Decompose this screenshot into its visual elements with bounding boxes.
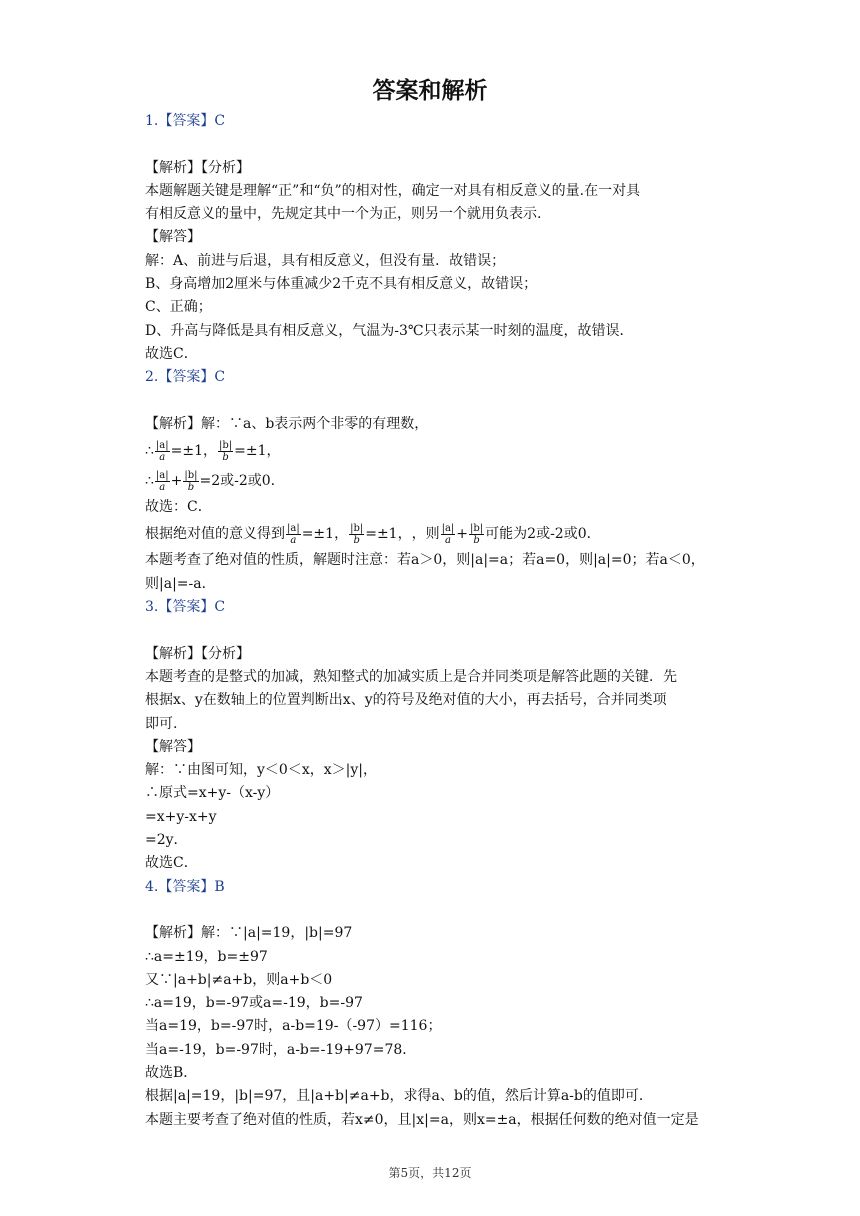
q2-answer: 2.【答案】C: [145, 369, 226, 386]
q4-solution-line: 当a=19，b=-97时，a-b=19-（-97）=116；: [145, 1018, 442, 1035]
answer-content: [145, 110, 725, 1132]
q2-basis-line: 根据绝对值的意义得到 $\frac{|a|}{a}$ =±1， $\frac{|b|}{b}$ =±1， ，则 $\frac{|a|}{a}$ + $\frac{|b|}{b}$ 可能为2或-2或0．: [145, 522, 601, 546]
q2-fraction-line: ∴ $\frac{|a|}{a}$ =±1， $\frac{|b|}{b}$ =±1，: [145, 436, 725, 466]
q1-solution-line: D、升高与降低是具有相反意义，气温为-3℃只表示某一时刻的温度，故错误．: [145, 322, 634, 339]
q3-tag: 【解析】【分析】: [145, 645, 250, 662]
q1-answer: 1.【答案】C: [145, 113, 226, 129]
page-title: 答案和解析: [372, 78, 488, 104]
q2-pick: 故选：C．: [145, 499, 212, 516]
q1-solution-line: C、正确；: [145, 299, 212, 316]
q3-analysis: 即可.: [145, 715, 178, 732]
q3-answer: 3.【答案】C: [145, 599, 226, 616]
q1-analysis: 有相反意义的量中，先规定其中一个为正，则另一个就用负表示.: [145, 206, 542, 223]
page-footer: 第5页，共12页: [388, 1166, 472, 1180]
q4-solution-line: ∴a=±19，b=±97: [145, 948, 268, 965]
fraction-abs-b-over-b: $\frac{|b|}{b}$: [219, 439, 233, 463]
fraction-abs-b-over-b: $\frac{|b|}{b}$: [350, 522, 364, 546]
q4-solution-line: 根据|a|=19，|b|=97，且|a+b|≠a+b，求得a、b的值，然后计算a-b的值即可．: [145, 1088, 653, 1105]
q2-fraction-line: ∴ $\frac{|a|}{a}$ + $\frac{|b|}{b}$ =2或-2或0.: [145, 466, 725, 496]
q3-analysis: 根据x、y在数轴上的位置判断出x、y的符号及绝对值的大小，再去括号，合并同类项: [145, 692, 667, 709]
q4-solution-line: 故选B．: [145, 1064, 198, 1081]
q2-note: 本题考查了绝对值的性质，解题时注意：若a＞0，则|a|=a；若a=0，则|a|=0；若a＜0，: [145, 552, 705, 569]
q4-solution-line: 又∵|a+b|≠a+b，则a+b＜0: [145, 971, 333, 988]
q3-solution-line: =x+y-x+y: [145, 808, 217, 825]
fraction-abs-a-over-a: $\frac{|a|}{a}$: [155, 439, 169, 463]
q3-solution-line: 解：∵由图可知，y＜0＜x，x＞|y|，: [145, 762, 377, 779]
fraction-abs-a-over-a: $\frac{|a|}{a}$: [441, 522, 455, 546]
fraction-abs-b-over-b: $\frac{|b|}{b}$: [184, 469, 198, 493]
q3-solution-tag: 【解答】: [145, 738, 201, 755]
q1-solution-line: 故选C．: [145, 345, 198, 362]
q1-analysis: 本题解题关键是理解“正”和“负”的相对性，确定一对具有相反意义的量.在一对具: [145, 182, 641, 199]
q4-solution-line: ∴a=19，b=-97或a=-19，b=-97: [145, 995, 363, 1012]
q3-solution-line: =2y．: [145, 832, 188, 849]
q3-solution-line: 故选C．: [145, 855, 198, 872]
q1-solution-line: 解：A、前进与后退，具有相反意义，但没有量．故错误；: [145, 252, 506, 269]
q4-solution-line: 【解析】解：∵|a|=19，|b|=97: [145, 925, 353, 942]
fraction-abs-a-over-a: $\frac{|a|}{a}$: [287, 522, 300, 546]
fraction-abs-a-over-a: $\frac{|a|}{a}$: [155, 469, 169, 493]
q4-solution-line: 当a=-19，b=-97时，a-b=-19+97=78．: [145, 1041, 417, 1058]
fraction-abs-b-over-b: $\frac{|b|}{b}$: [470, 522, 484, 546]
q2-note: 则|a|=-a．: [145, 575, 216, 592]
q4-solution-line: 本题主要考查了绝对值的性质，若x≠0，且|x|=a，则x=±a，根据任何数的绝对值一定是: [145, 1111, 699, 1128]
q3-analysis: 本题考查的是整式的加减，熟知整式的加减实质上是合并同类项是解答此题的关键．先: [145, 668, 677, 685]
q1-tag: 【解析】【分析】: [145, 159, 250, 176]
q3-solution-line: ∴原式=x+y-（x-y）: [145, 785, 280, 802]
therefore-symbol: ∴: [145, 443, 154, 460]
q1-solution-line: B、身高增加2厘米与体重减少2千克不具有相反意义，故错误；: [145, 276, 538, 293]
q1-solution-tag: 【解答】: [145, 229, 201, 246]
q4-answer: 4.【答案】B: [145, 878, 225, 895]
q2-solution-line: 【解析】解：∵a、b表示两个非零的有理数，: [145, 415, 429, 432]
therefore-symbol: ∴: [145, 473, 154, 490]
